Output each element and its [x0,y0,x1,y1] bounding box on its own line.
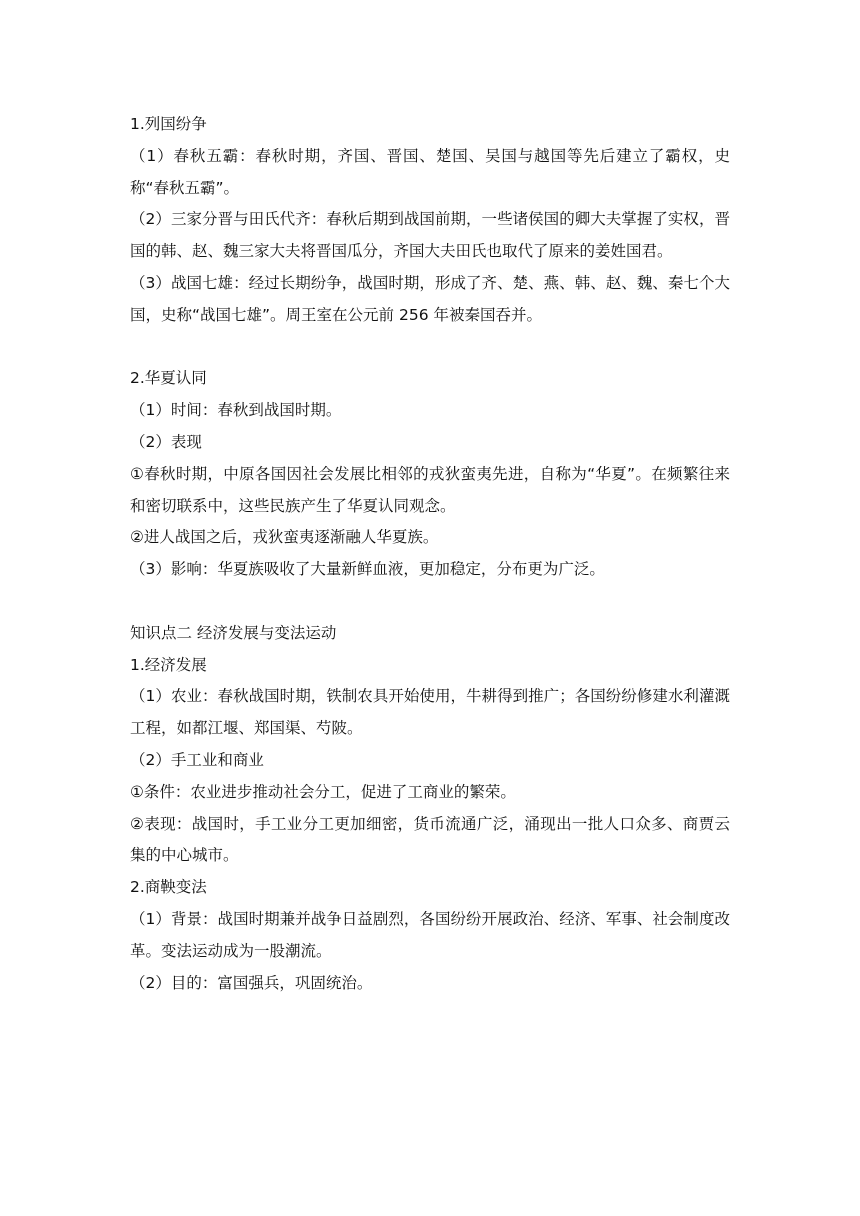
heading-shangyang-bianfa: 2.商鞅变法 [130,878,207,897]
paragraph-time: （1）时间：春秋到战国时期。 [130,401,342,420]
paragraph-biaoxian: （2）表现 [130,432,202,451]
blank-line [130,586,730,618]
paragraph-yingxiang: （3）影响：华夏族吸收了大量新鲜血液，更加稳定，分布更为广泛。 [130,560,605,579]
section-title-knowledge-point-2: 知识点二 经济发展与变法运动 [130,623,337,642]
heading-jingji-fazhan: 1.经济发展 [130,655,207,674]
paragraph-beijing: （1）背景：战国时期兼并战争日益剧烈，各国纷纷开展政治、经济、军事、社会制度改革。变法运动成为一股潮流。 [130,909,730,960]
blank-line [130,332,730,364]
paragraph-mudi: （2）目的：富国强兵，巩固统治。 [130,973,373,992]
paragraph-chunqiu-huaxia: ①春秋时期，中原各国因社会发展比相邻的戎狄蛮夷先进，自称为“华夏”。在频繁往来和密切联系中，这些民族产生了华夏认同观念。 [130,464,730,515]
paragraph-tiaojian: ①条件：农业进步推动社会分工，促进了工商业的繁荣。 [130,782,516,801]
paragraph-zhanguo-ronghe: ②进人战国之后，戎狄蛮夷逐渐融人华夏族。 [130,528,439,547]
paragraph-shougongye-shangye: （2）手工业和商业 [130,750,264,769]
paragraph-biaoxian-chengshi: ②表现：战国时，手工业分工更加细密，货币流通广泛，涌现出一批人口众多、商贾云集的中心城市。 [130,814,730,865]
paragraph-chunqiu-wuba: （1）春秋五霸：春秋时期，齐国、晋国、楚国、吴国与越国等先后建立了霸权，史称“春秋五霸”。 [130,146,730,197]
paragraph-sanjia-fenjin: （2）三家分晋与田氏代齐：春秋后期到战国前期，一些诸侯国的卿大夫掌握了实权，晋国的韩、赵、魏三家大夫将晋国瓜分，齐国大夫田氏也取代了原来的姜姓国君。 [130,210,730,261]
heading-lieguo-fenzheng: 1.列国纷争 [130,115,207,133]
heading-huaxia-rentong: 2.华夏认同 [130,369,207,388]
paragraph-zhanguo-qixiong: （3）战国七雄：经过长期纷争，战国时期，形成了齐、楚、燕、韩、赵、魏、秦七个大国，史称“战国七雄”。周王室在公元前 256 年被秦国吞并。 [130,273,730,324]
paragraph-nongye: （1）农业：春秋战国时期，铁制农具开始使用，牛耕得到推广；各国纷纷修建水利灌溉工程，如都江堰、郑国渠、芍陂。 [130,687,730,738]
document-body [130,109,730,999]
